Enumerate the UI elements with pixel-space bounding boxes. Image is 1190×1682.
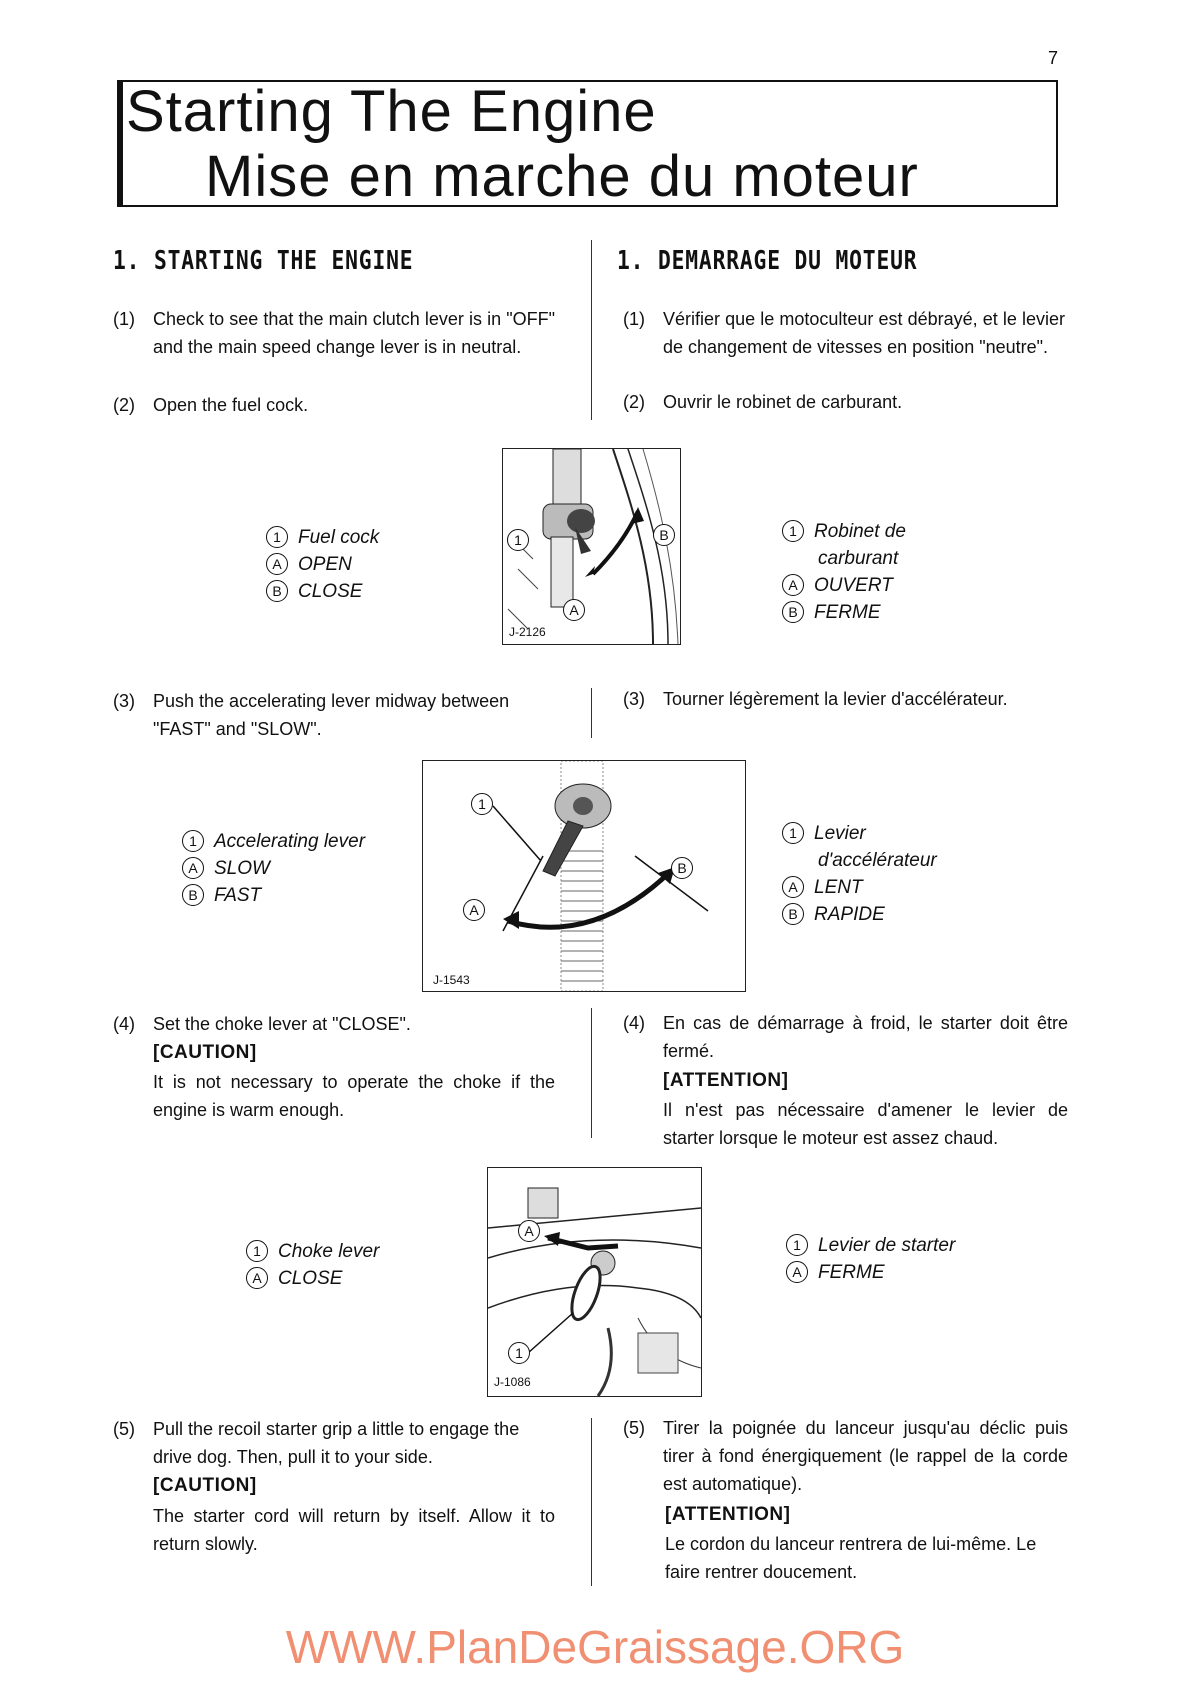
column-divider xyxy=(591,688,592,738)
callout-a-icon: A xyxy=(266,553,288,575)
callout-a-icon: A xyxy=(518,1220,540,1242)
step-text: Tirer la poignée du lanceur jusqu'au déclic puis tirer à fond énergiquement (le rappel de la corde est automatique). xyxy=(663,1418,1068,1494)
figure-accelerating-lever xyxy=(422,760,746,992)
step-number: (4) xyxy=(623,1013,645,1033)
figure-code: J-1086 xyxy=(494,1375,531,1389)
callout-b-icon: B xyxy=(782,601,804,623)
step-en-5 xyxy=(113,1415,563,1475)
step-number: (3) xyxy=(113,691,135,711)
callout-1-icon: 1 xyxy=(471,793,493,815)
callout-a-icon: A xyxy=(782,574,804,596)
callout-a-icon: A xyxy=(246,1267,268,1289)
callout-b-icon: B xyxy=(266,580,288,602)
step-number: (5) xyxy=(623,1418,645,1438)
caution-label: [ATTENTION] xyxy=(665,1504,791,1525)
caution-label: [CAUTION] xyxy=(153,1042,257,1063)
callout-1-icon: 1 xyxy=(508,1342,530,1364)
figure-legend-fr: 1 Levier de starter A FERME xyxy=(786,1232,955,1286)
callout-a-icon: A xyxy=(786,1261,808,1283)
step-text: Pull the recoil starter grip a little to engage the drive dog. Then, pull it to your side. xyxy=(153,1419,520,1467)
callout-b-icon: B xyxy=(671,857,693,879)
figure-legend-en: 1 Accelerating lever A SLOW B FAST xyxy=(182,828,365,909)
figure-code: J-2126 xyxy=(509,625,546,639)
callout-a-icon: A xyxy=(782,876,804,898)
callout-b-icon: B xyxy=(182,884,204,906)
section-heading-en: 1. STARTING THE ENGINE xyxy=(113,246,414,276)
callout-a-icon: A xyxy=(182,857,204,879)
figure-legend-fr: 1 Robinet de carburant A OUVERT B FERME xyxy=(782,518,906,626)
figure-code: J-1543 xyxy=(433,973,470,987)
step-fr-4 xyxy=(623,1009,1068,1069)
step-number: (2) xyxy=(623,392,645,412)
callout-1-icon: 1 xyxy=(246,1240,268,1262)
step-text: En cas de démarrage à froid, le starter doit être fermé. xyxy=(663,1013,1068,1061)
callout-b-icon: B xyxy=(782,903,804,925)
caution-label: [CAUTION] xyxy=(153,1475,257,1496)
watermark: WWW.PlanDeGraissage.ORG xyxy=(285,1621,905,1673)
step-text: Vérifier que le motoculteur est débrayé, et le levier de changement de vitesses en position "neutre". xyxy=(663,309,1065,357)
caution-text: Il n'est pas nécessaire d'amener le levier de starter lorsque le moteur est assez chaud. xyxy=(663,1100,1068,1148)
step-fr-1 xyxy=(623,305,1068,395)
step-number: (3) xyxy=(623,689,645,709)
callout-a-icon: A xyxy=(463,899,485,921)
step-number: (4) xyxy=(113,1014,135,1034)
column-divider xyxy=(591,1008,592,1138)
figure-legend-en: 1 Choke lever A CLOSE xyxy=(246,1238,379,1292)
figure-legend-fr: 1 Levier d'accélérateur A LENT B RAPIDE xyxy=(782,820,937,928)
page-title-fr: Mise en marche du moteur xyxy=(205,144,919,209)
callout-1-icon: 1 xyxy=(266,526,288,548)
callout-1-icon: 1 xyxy=(182,830,204,852)
column-divider xyxy=(591,1418,592,1586)
callout-1-icon: 1 xyxy=(782,520,804,542)
page-title-en: Starting The Engine xyxy=(126,79,657,144)
callout-1-icon: 1 xyxy=(782,822,804,844)
page-number: 7 xyxy=(1048,48,1059,68)
step-text: Tourner légèrement la levier d'accélérateur. xyxy=(663,689,1008,709)
step-number: (1) xyxy=(113,309,135,329)
section-heading-fr: 1. DEMARRAGE DU MOTEUR xyxy=(617,246,918,276)
step-number: (5) xyxy=(113,1419,135,1439)
callout-1-icon: 1 xyxy=(507,529,529,551)
figure-fuel-cock xyxy=(502,448,681,645)
figure-legend-en: 1 Fuel cock A OPEN B CLOSE xyxy=(266,524,379,605)
caution-text: Le cordon du lanceur rentrera de lui-même. Le faire rentrer doucement. xyxy=(665,1534,1037,1582)
step-text: Open the fuel cock. xyxy=(153,395,309,415)
callout-1-icon: 1 xyxy=(786,1234,808,1256)
step-number: (2) xyxy=(113,395,135,415)
step-en-1 xyxy=(113,305,553,395)
step-number: (1) xyxy=(623,309,645,329)
callout-b-icon: B xyxy=(653,524,675,546)
caution-text: The starter cord will return by itself. Allow it to return slowly. xyxy=(153,1506,555,1554)
step-text: Ouvrir le robinet de carburant. xyxy=(663,392,903,412)
step-text: Check to see that the main clutch lever is in "OFF" and the main speed change lever is in neutral. xyxy=(153,309,555,357)
caution-label: [ATTENTION] xyxy=(663,1070,789,1091)
callout-a-icon: A xyxy=(563,599,585,621)
step-fr-5 xyxy=(623,1414,1068,1504)
step-text: Set the choke lever at "CLOSE". xyxy=(153,1014,411,1034)
column-divider xyxy=(591,240,592,420)
figure-choke-lever xyxy=(487,1167,702,1397)
step-text: Push the accelerating lever midway between "FAST" and "SLOW". xyxy=(153,691,510,739)
caution-text: It is not necessary to operate the choke if the engine is warm enough. xyxy=(153,1072,555,1120)
